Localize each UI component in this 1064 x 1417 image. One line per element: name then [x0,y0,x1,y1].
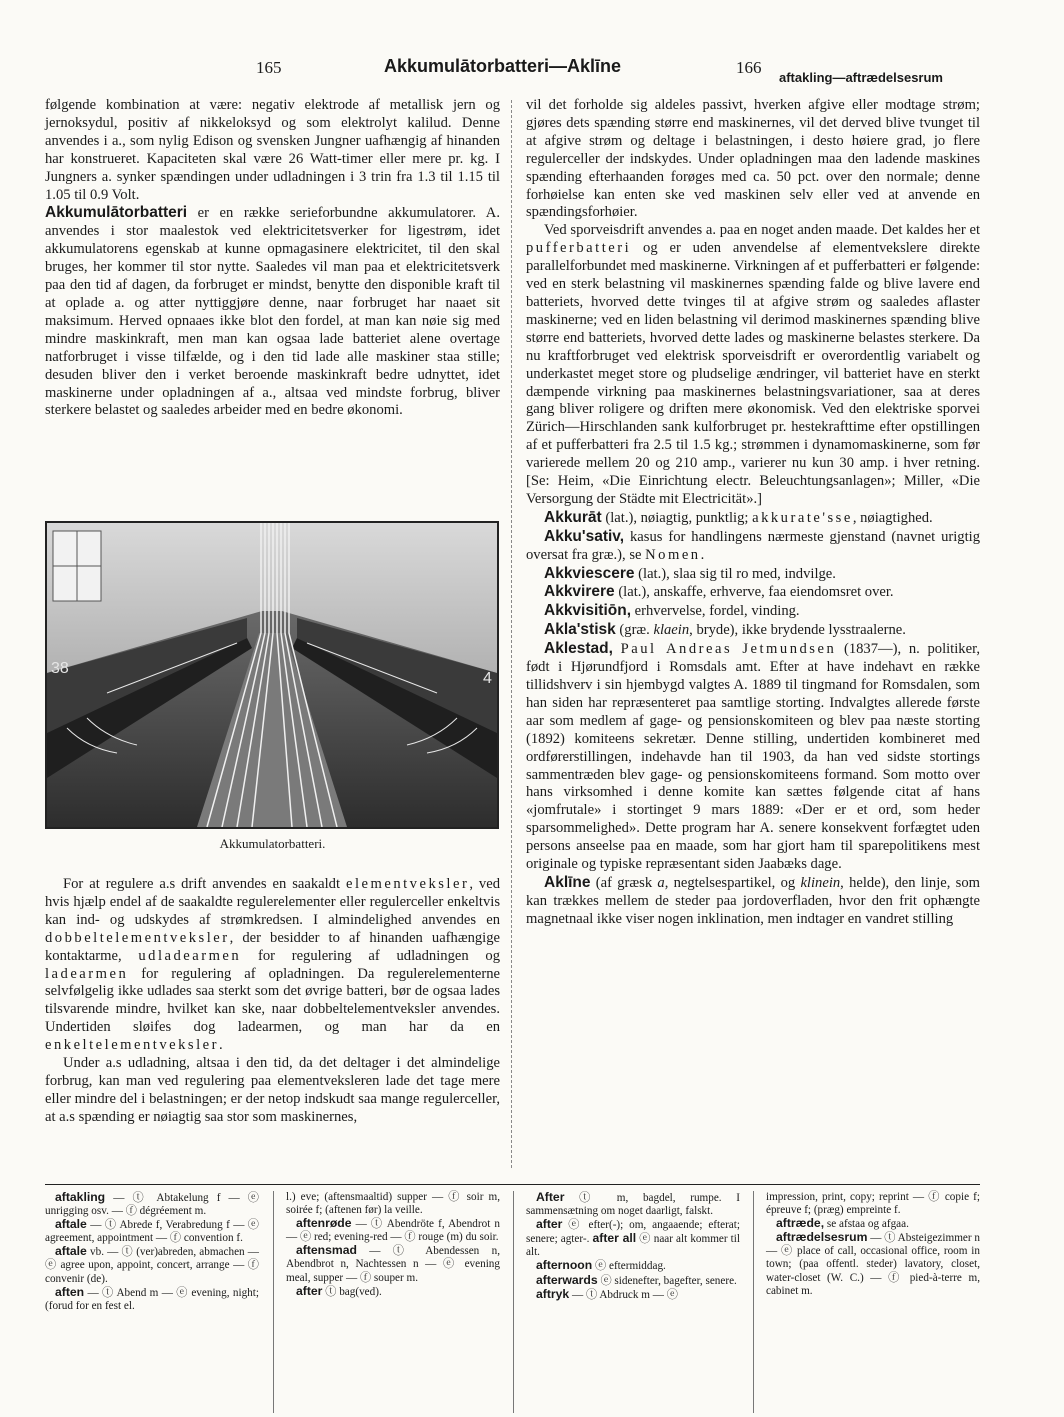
glossary-entry: aftakling — ⓣ Abtakelung f — ⓔ unrigging osv. — ⓕ dégréement m. [45,1190,259,1218]
photo-caption: Akkumulatorbatteri. [219,836,326,851]
footer-rule [45,1184,980,1185]
left-column-top [45,97,500,420]
entry-akkvirere: Akkvirere (lat.), anskaffe, erhverve, faa eiendomsret over. [544,583,894,601]
entry-aklestad: Aklestad, Paul Andreas Jetmundsen (1837—), n. politiker, født i Hjørundfjord i Romsdals amt. Efter at have indehavt en række tillidshverv i sin hjembygd valgtes A. 1889 til tingmand for Romsdalen, som han siden har repræsenteret paa samtlige storting. Indvalgtes allerede første aar som medlem af gage- og pensionskomiteen og blev paa næste storting (1892) komiteens sekretær. Denne stilling, undertiden kombineret med ordførerstillingen, indehavde han til 1903, da han ved sidste stortings sammentræden blev gage- og pensionskomiteens formand. Som motto over hans virksomhed i denne komite kan sættes følgende citat af hans «jomfrutale» i stortinget 9 mars 1889: «Der er et ord, som heder sparsommelighed». Dette program har A. senere konsekvent forfægtet uden persons anseelse paa en maade, som har gjort ham til sparepolitikens mest originale og typiske repræsentant siden Jaabæks dage. [526,640,980,873]
entry-text: er en række serieforbundne akkumulatorer. A. anvendes i stor maalestok ved elektricitetsverker for ligestrøm, idet akkumulatorens egenskab at kunne opmagasinere elektricitet, til den skal bruges, her kommer til stor nytte. Saaledes vil man paa et elektricitetsverk paa den tid af dagen, da forbruget er mindst, benytte den disponible kraft til at oplade a. og atter nyttiggjøre denne, naar forbruget har naaet sit maksimum. Herved opnaaes ikke blot den fordel, at man kan nøie sig med mindre maskinkraft, men man kan ogsaa lade batteriet alene overtage natforbruget i visse tilfælde, og i den tid lade alle maskiner staa stille; desuden bliver den i verket beroende maskinkraft bedre udnyttet, idet maskinerne under opladningen af a., altsaa ved mindste forbrug, bliver sterkere belastet og saaledes arbeider med en bedre økonomi. [45,205,500,419]
glossary-entry: afterwards ⓔ sidenefter, bagefter, senere. [536,1272,737,1287]
glossary-entry: aften — ⓣ Abend m — ⓔ evening, night; (forud for en fest el. [45,1284,259,1312]
header-title: Akkumulātorbatteri—Aklīne [384,56,622,76]
paragraph: vil det forholde sig aldeles passivt, hverken afgive eller modtage strøm; gjøres dets spænding større end maskinernes, vil det derved blive tvunget til at afgive strøm og deltage i belastningen, i desto høiere grad, jo flere regulerceller der indskydes. Under opladningen maa den ladende maskines spænding efterhaanden forøges med ca. 50 pct. over den normale; denne forhøielse kan enten ske ved maskinen selv eller ved at anvende en spændingsforhøier. [526,97,980,221]
glossary-entry: aftenrøde — ⓣ Abendröte f, Abendrot n — ⓔ red; evening-red — ⓕ rouge (m) du soir. [286,1216,500,1244]
paragraph: Under a.s udladning, altsaa i den tid, da det deltager i det almindelige forbrug, kan man ved regulering paa elementveksleren lade det tage mere eller mindre del i belastningen; er der netop indskudt saa mange regulerceller, at a.s spænding er nøiagtig saa stor som maskinernes, [45,1055,500,1125]
headword: Akkumulātorbatteri [45,204,188,222]
glossary-entry: aftryk — ⓣ Abdruck m — ⓔ [536,1286,678,1301]
glossary-entry: after ⓣ bag(ved). [296,1283,382,1298]
photo-illustration [47,523,497,827]
glossary-continuation: l.) eve; (aftensmaaltid) supper — ⓕ soir m, soirée f; (aftenen før) la veille. [286,1191,500,1217]
entry-akkumulatorbatteri [45,204,500,420]
entry-aklastisk: Akla'stisk (græ. klaein, bryde), ikke brydende lysstraalerne. [544,621,906,639]
glossary-continuation: impression, print, copy; reprint — ⓕ copie f; épreuve f; (præg) empreinte f. [766,1191,980,1217]
footer-column-1 [45,1191,259,1313]
entry-akline: Aklīne (af græsk a, negtelsespartikel, og klinein, helde), den linje, som kan trækkes mellem de steder paa jordoverfladen, hvor den frit ophængte magnetnaal ikke viser nogen inklination, men indtager en vandret stilling [526,873,980,927]
photo-number-right: 4 [483,670,492,687]
header-guide-words: aftakling—aftrædelsesrum [779,70,943,85]
paragraph: Ved sporveisdrift anvendes a. paa en noget anden maade. Det kaldes her et pufferbatteri og er uden anvendelse af elementvekslere direkte parallelforbundet med maskinerne. Virkningen af et pufferbatteri er følgende: ved en sterk belastning vil maskinernes spænding falde og blive lavere end batteriets, hvorved dette tvinges til at afgive strøm og saaledes aflaster maskinerne; ved en liden belastning vil derimod maskinernes spænding blive større end batteriets, hvorved dette lades og maskinerne belastes sterkere. Da nu kraftforbruget ved elektrisk sporveisdrift er overordentlig variabelt og underkastet meget store og pludselige ændringer, vil batteriet have en sterkt dæmpende virkning paa maskinernes belastningsvariationer, saa at deres gang bliver roligere og driften mere økonomisk. Ved den elektriske sporvei Zürich—Hirschlanden sank kulforbruget pr. hestekrafttime efter opstillingen af et pufferbatteri fra 2.5 til 1.5 kg.; strømmen i dynamomaskinerne, som før varierede mellem 20 og 210 amp., varierer nu kun 30 amp. i hver retning. [Se: Heim, «Die Einrichtung electr. Beleuchtungsanlagen»; Miller, «Die Versorgung der Städte mit Electricität».] [526,222,980,507]
footer-divider [753,1191,754,1413]
header-page-right: 166 [736,58,762,77]
glossary-entry: aftale — ⓣ Abrede f, Verabredung f — ⓔ agreement, appointment — ⓕ convention f. [45,1217,259,1245]
right-column [526,97,980,929]
glossary-entry: aftrædelsesrum — ⓣ Absteigezimmer n — ⓔ place of call, occasional office, room in town; (paa offentl. steder) lavatory, closet, water-closet (W. C.) — ⓕ pied-à-terre m, cabinet m. [766,1230,980,1297]
header-page-left: 165 [256,58,282,77]
entry-akkvisition: Akkvisitiōn, erhvervelse, fordel, vinding. [544,602,800,620]
paragraph: følgende kombination at være: negativ elektrode af metallisk jern og jernoksydul, positiv af nikkeloksyd og som elektrolyt kalilud. Denne anvendes i a., som nylig Edison og svensken Jungner uafhængig af hinanden har konstrueret. Kapaciteten skal være 26 Watt-timer eller mere pr. kg. I Jungners a. synker spændingen under udladningen i 3 trin fra 1.3 til 1.15 til 1.05 til 0.9 Volt. [45,97,500,203]
glossary-entry: aftale vb. — ⓣ (ver)abreden, abmachen — ⓔ agree upon, appoint, concert, arrange — ⓕ convenir (de). [45,1244,259,1285]
glossary-entry: after ⓔ efter(-); om, angaaende; efterat; senere; agter-. after all ⓔ naar alt kommer til alt. [526,1217,740,1259]
photo-number-left: 38 [51,660,69,677]
left-column-bottom [45,876,500,1127]
footer-divider [513,1191,514,1413]
entry-akkurat: Akkurāt (lat.), nøiagtig, punktlig; akkurate'sse, nøiagtighed. [544,508,933,526]
paragraph: For at regulere a.s drift anvendes en saakaldt elementveksler, ved hvis hjælp endel af de saakaldte regulerelementer eller regulerceller enkeltvis kan ind- og udskydes af strømkredsen. I almindelighed anvendes en dobbeltelementveksler, der besidder to af hinanden uafhængige kontaktarme, udladearmen for regulering af udladningen og ladearmen for regulering af opladningen. Da regulerelementerne selvfølgelig ikke udlades saa sterkt som det øvrige batteri, bør de ogsaa lades tilsvarende mindre, hvilket kan ske, naar dobbeltelementveksler anvendes. Undertiden sløifes dog ladearmen, og man har da en enkeltelementveksler. [45,876,500,1054]
footer-column-3 [526,1191,740,1302]
glossary-entry: afternoon ⓔ eftermiddag. [536,1258,666,1273]
entry-akkusativ: Akku'sativ, kasus for handlingens nærmeste gjenstand (navnet urigtig oversat fra græ.), se Nomen. [526,527,980,563]
footer-column-2 [286,1191,500,1299]
entry-akkviescere: Akkviescere (lat.), slaa sig til ro med, indvilge. [544,564,836,582]
glossary-entry: aftræde, se afstaa og afgaa. [776,1216,909,1231]
glossary-entry: aftensmad — ⓣ Abendessen n, Abendbrot n, Nachtessen n — ⓔ evening meal, supper — ⓕ souper m. [286,1243,500,1284]
battery-room-photo [45,521,499,829]
footer-column-4 [766,1191,980,1298]
footer-divider [273,1191,274,1413]
glossary-entry: After ⓣ m, bagdel, rumpe. I sammensætning om noget daarligt, falskt. [526,1190,740,1218]
column-rule [511,100,512,1168]
